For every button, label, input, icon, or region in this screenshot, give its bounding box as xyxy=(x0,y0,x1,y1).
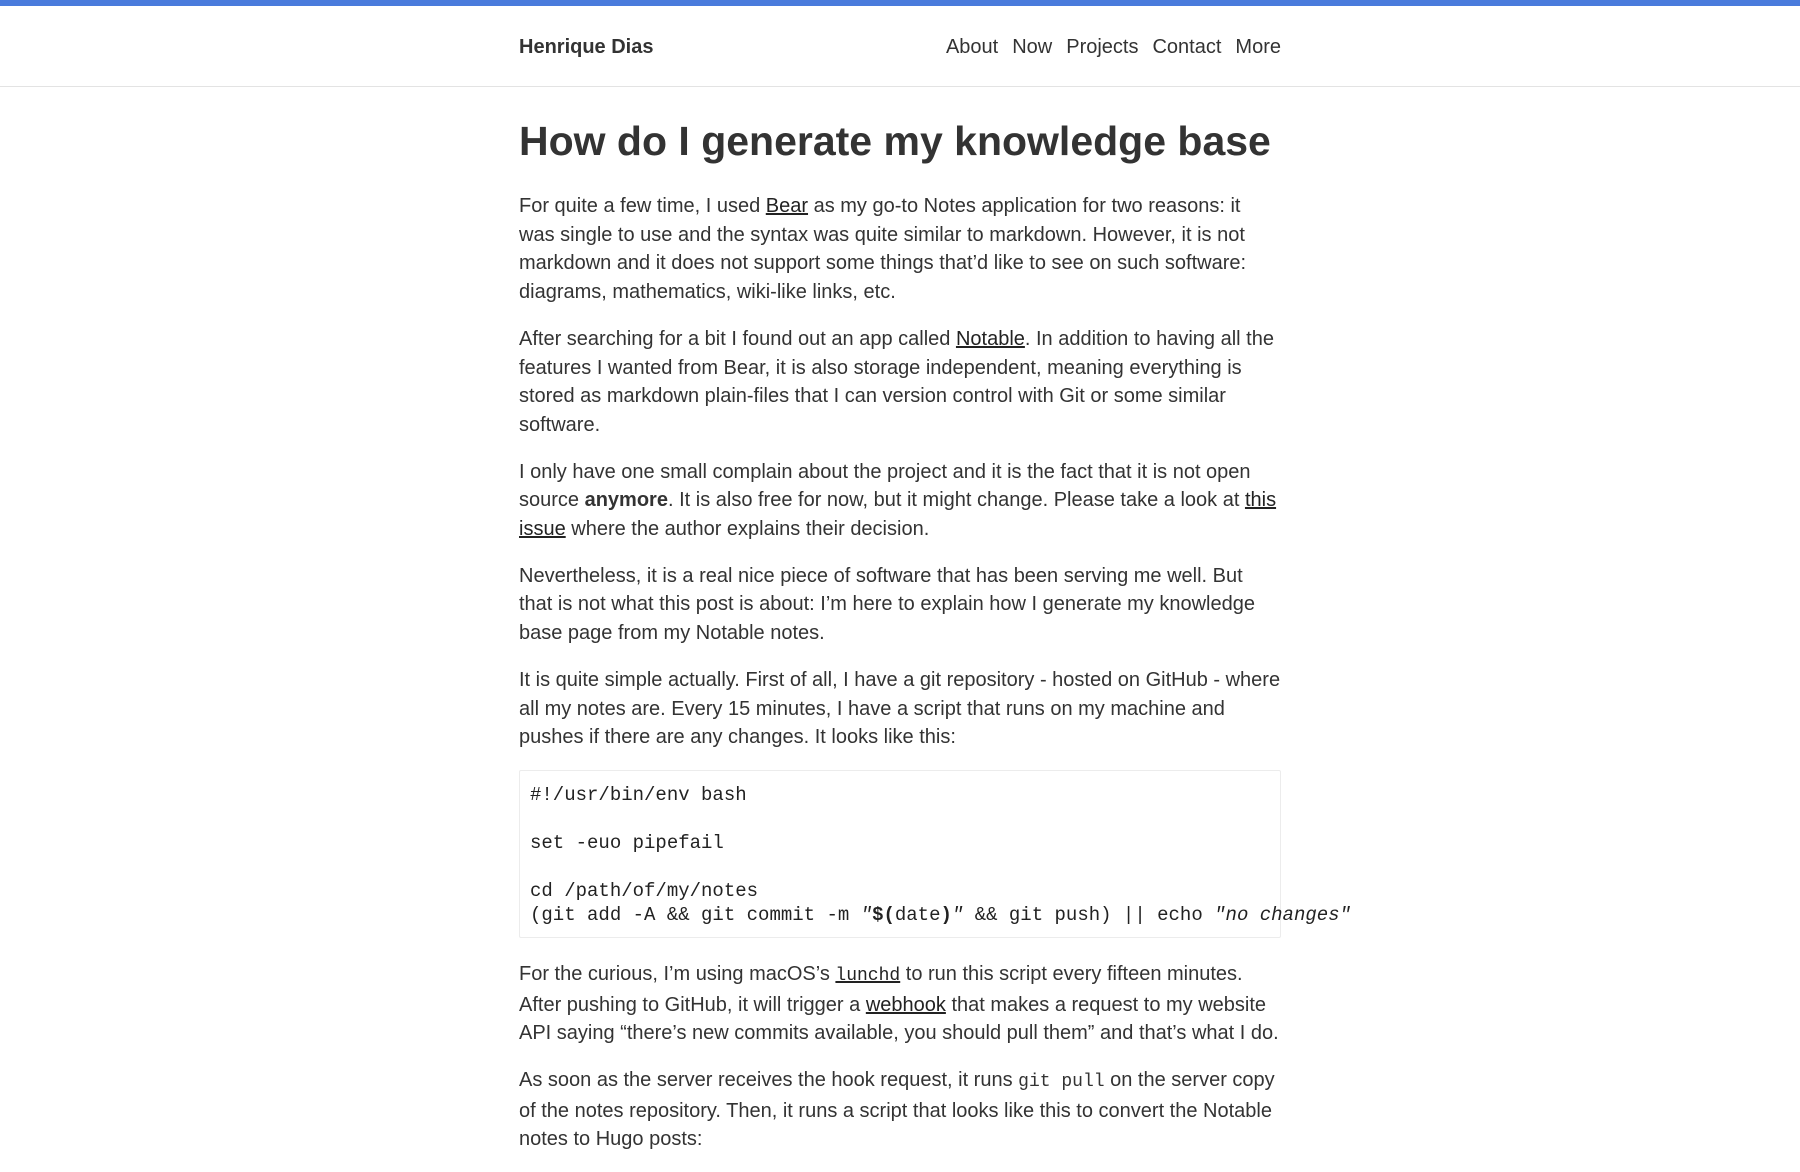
text: I only have one small complain about the project and it is the fact that it is not open source xyxy=(519,460,1251,512)
code-blank-line xyxy=(530,807,1270,831)
text: . It is also free for now, but it might change. Please take a look at xyxy=(667,489,1245,512)
site-brand-link[interactable]: Henrique Dias xyxy=(519,36,654,58)
code-token: "no changes" xyxy=(1214,903,1351,926)
code-token: ) xyxy=(940,903,952,926)
code-line: set -euo pipefail xyxy=(530,831,724,854)
text: where the author explains their decision. xyxy=(565,518,930,541)
paragraph-complain xyxy=(519,458,1281,544)
code-token: $( xyxy=(872,903,895,926)
inline-code: git pull xyxy=(1018,1072,1105,1093)
code-block[interactable] xyxy=(519,770,1351,938)
code-line: #!/usr/bin/env bash xyxy=(530,783,747,806)
text: For quite a few time, I used xyxy=(519,195,766,217)
code-line: cd /path/of/my/notes xyxy=(530,879,759,902)
notable-link[interactable]: Notable xyxy=(955,327,1025,350)
paragraph-server xyxy=(519,1066,1281,1154)
paragraph-intro xyxy=(519,192,1281,307)
post-title: How do I generate my knowledge base xyxy=(519,118,1271,164)
text: For the curious, I’m using macOS’s xyxy=(519,962,836,985)
text: that makes a request to my website API saying “there’s new commits available, you should pull them” and that’s what I do. xyxy=(519,993,1279,1045)
code-token: (git add -A && git commit -m xyxy=(530,903,861,926)
nav-about-link[interactable]: About xyxy=(945,36,999,58)
nav-more-link[interactable]: More xyxy=(1235,36,1281,58)
lunchd-link[interactable] xyxy=(835,963,900,985)
main-nav xyxy=(946,35,1281,59)
code-token: && git push) || echo xyxy=(963,903,1215,926)
text: . In addition to having all the features I wanted from Bear, it is also storage independent, meaning everything is stored as markdown plain-files that I can version control with Git or some similar software. xyxy=(519,327,1274,436)
webhook-link[interactable]: webhook xyxy=(865,993,946,1016)
bear-link[interactable]: Bear xyxy=(765,195,809,217)
paragraph-notable xyxy=(519,325,1281,440)
text: to run this script every fifteen minutes. After pushing to GitHub, it will trigger a xyxy=(519,962,1243,1016)
code-token: " xyxy=(951,903,964,926)
nav-contact-link[interactable]: Contact xyxy=(1152,36,1222,58)
paragraph-simple: It is quite simple actually. First of all, I have a git repository - hosted on GitHub - where all my notes are. Every 15 minutes, I have a script that runs on my machine and pushes if there are any changes. It looks like this: xyxy=(519,668,1281,749)
code-token: date xyxy=(894,903,941,926)
this-issue-link[interactable]: this issue xyxy=(519,489,1277,541)
paragraph-curious xyxy=(519,960,1281,1048)
text: As soon as the server receives the hook request, it runs xyxy=(519,1069,1019,1092)
nav-now-link[interactable]: Now xyxy=(1012,36,1053,58)
inline-code: lunchd xyxy=(835,965,901,986)
bold-text: anymore xyxy=(584,489,668,512)
nav-projects-link[interactable]: Projects xyxy=(1066,36,1139,58)
text: After searching for a bit I found out an app called xyxy=(519,327,956,350)
code-blank-line xyxy=(530,855,1270,879)
text: as my go-to Notes application for two reasons: it was single to use and the syntax was quite similar to markdown. However, it is not markdown and it does not support some things that’d like to see on such software: diagrams, mathematics, wiki-like links, etc. xyxy=(519,195,1247,304)
article xyxy=(519,112,1351,1172)
paragraph-nevertheless: Nevertheless, it is a real nice piece of software that has been serving me well. But that is not what this post is about: I’m here to explain how I generate my knowledge base page from my Notable notes. xyxy=(519,564,1255,645)
code-token: " xyxy=(860,903,873,926)
text: on the server copy of the notes repository. Then, it runs a script that looks like this to convert the Notable notes to Hugo posts: xyxy=(519,1069,1275,1151)
site-header xyxy=(0,6,1800,87)
code-line xyxy=(530,903,1351,927)
